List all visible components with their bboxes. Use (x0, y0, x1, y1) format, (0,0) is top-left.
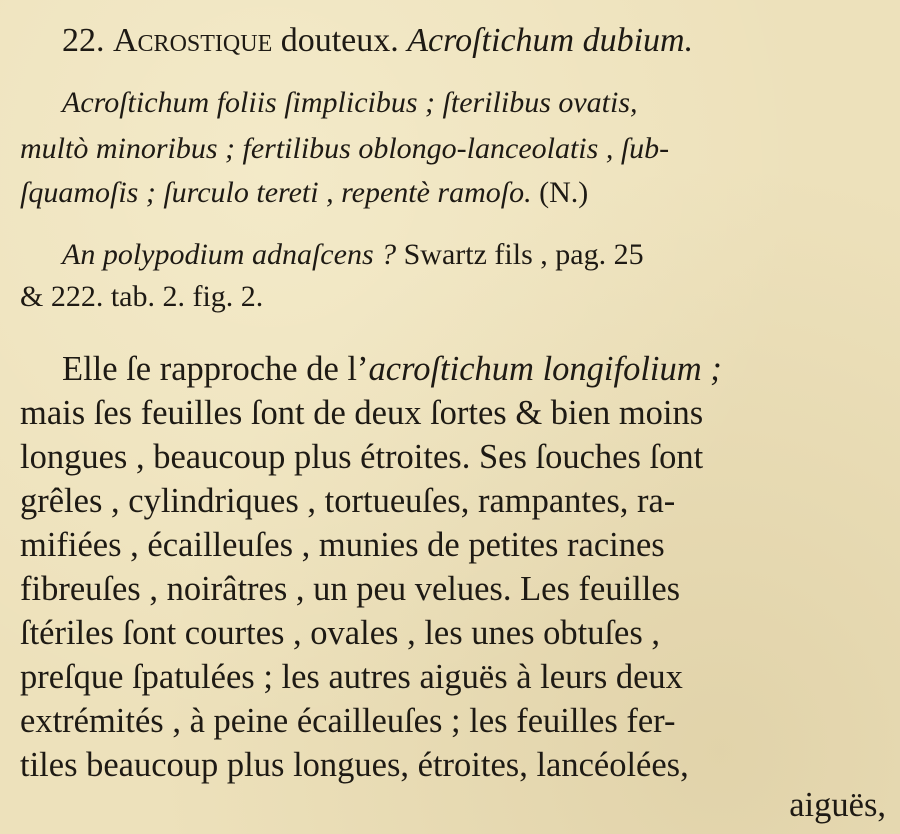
description-line-7: ſtériles ſont courtes , ovales , les unes obtuſes , (20, 614, 661, 652)
description-line-1-start: Elle ſe rapproche de l’ (62, 350, 369, 388)
species-latin-name: Acroſtichum dubium. (407, 22, 694, 59)
description-line-3: longues , beaucoup plus étroites. Ses ſouches ſont (20, 438, 704, 476)
author-tag: (N.) (531, 176, 589, 209)
synonym-reference: Swartz fils , pag. 25 (396, 238, 644, 271)
description-line-8: preſque ſpatulées ; les autres aiguës à leurs deux (20, 658, 683, 696)
description-line-5: mifiées , écailleuſes , munies de petites racines (20, 526, 665, 564)
diagnosis-line-3-text: ſquamoſis ; ſurculo tereti , repentè ramoſo. (20, 176, 532, 209)
species-number: 22. (62, 22, 105, 59)
synonym-name: An polypodium adnaſcens ? (62, 238, 397, 271)
description-line-10: tiles beaucoup plus longues, étroites, lancéolées, (20, 746, 689, 784)
diagnosis-line-2: multò minoribus ; fertilibus oblongo-lanceolatis , ſub- (20, 132, 670, 165)
synonym-line-1 (62, 240, 644, 270)
diagnosis-line-1: Acroſtichum foliis ſimplicibus ; ſterilibus ovatis, (62, 86, 638, 119)
description-line-4: grêles , cylindriques , tortueuſes, rampantes, ra- (20, 482, 676, 520)
description-line-1 (62, 352, 722, 387)
description-line-6: fibreuſes , noirâtres , un peu velues. Les feuilles (20, 570, 681, 608)
diagnosis-line-3 (20, 178, 588, 208)
description-line-11: aiguës, (789, 786, 886, 824)
description-line-2: mais ſes feuilles ſont de deux ſortes & bien moins (20, 394, 704, 432)
species-name: Acrostique (113, 22, 273, 59)
species-heading (62, 24, 693, 58)
synonym-line-2: & 222. tab. 2. fig. 2. (20, 280, 264, 313)
description-line-1-italic: acroſtichum longifolium ; (368, 350, 722, 388)
species-name-qualifier: douteux. (272, 22, 408, 59)
description-line-9: extrémités , à peine écailleuſes ; les feuilles fer- (20, 702, 676, 740)
